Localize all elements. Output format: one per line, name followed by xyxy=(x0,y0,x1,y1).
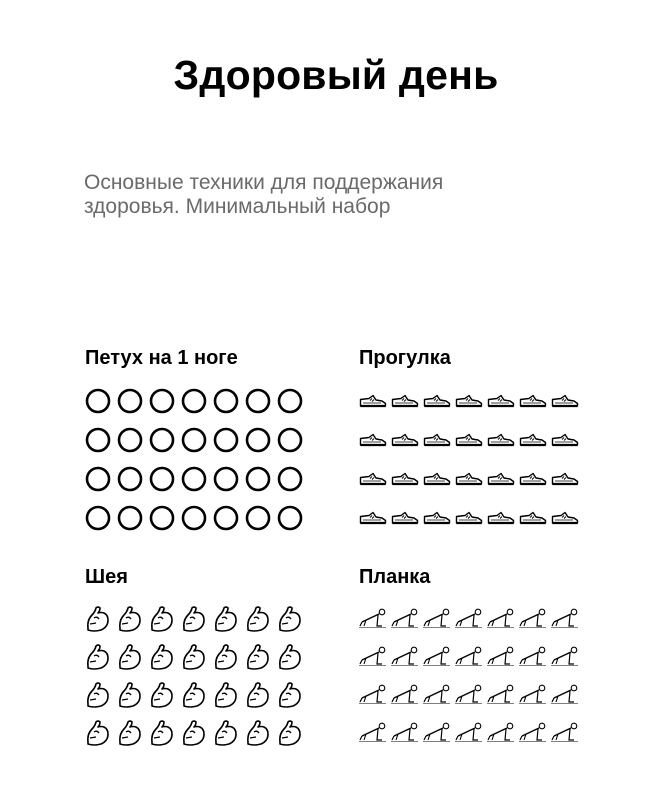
flexed-arm-icon xyxy=(117,714,149,752)
plank-figure-icon xyxy=(519,676,551,714)
sneaker-icon xyxy=(359,498,391,537)
flexed-arm-icon xyxy=(181,638,213,676)
flexed-arm-icon xyxy=(85,600,117,638)
plank-figure-icon xyxy=(423,676,455,714)
plank-figure-icon xyxy=(487,600,519,638)
flexed-arm-icon xyxy=(85,714,117,752)
sneaker-icon xyxy=(455,459,487,498)
flexed-arm-icon xyxy=(245,676,277,714)
flexed-arm-icon xyxy=(245,600,277,638)
plank-figure-icon xyxy=(391,600,423,638)
ring-icon xyxy=(245,420,277,459)
sneaker-icon xyxy=(551,381,583,420)
sneaker-icon xyxy=(391,381,423,420)
ring-icon-grid xyxy=(85,381,325,537)
plank-figure-icon xyxy=(359,638,391,676)
section-plank xyxy=(359,564,599,752)
flexed-arm-icon xyxy=(213,638,245,676)
plank-figure-icon xyxy=(423,600,455,638)
section-walk xyxy=(359,345,599,537)
plank-figure-icon xyxy=(455,714,487,752)
flexed-arm-icon xyxy=(149,638,181,676)
sneaker-icon xyxy=(519,459,551,498)
ring-icon xyxy=(85,381,117,420)
plank-figure-icon xyxy=(359,676,391,714)
flexed-arm-icon xyxy=(117,638,149,676)
ring-icon xyxy=(277,498,309,537)
sneaker-icon xyxy=(519,498,551,537)
sneaker-icon xyxy=(455,498,487,537)
sneaker-icon xyxy=(551,498,583,537)
section-title: Планка xyxy=(359,566,431,588)
flexed-arm-icon xyxy=(181,676,213,714)
sneaker-icon xyxy=(423,420,455,459)
ring-icon xyxy=(149,459,181,498)
sneaker-icon xyxy=(487,381,519,420)
flexed-arm-icon xyxy=(277,714,309,752)
ring-icon xyxy=(85,420,117,459)
sneaker-icon xyxy=(455,381,487,420)
ring-icon xyxy=(85,459,117,498)
ring-icon xyxy=(181,459,213,498)
flexed-arm-icon xyxy=(277,600,309,638)
flexed-arm-icon xyxy=(277,638,309,676)
ring-icon xyxy=(277,381,309,420)
plank-figure-icon xyxy=(455,638,487,676)
plank-figure-icon xyxy=(551,638,583,676)
flexed-arm-icon xyxy=(213,714,245,752)
ring-icon xyxy=(213,381,245,420)
flexed-arm-icon xyxy=(245,714,277,752)
ring-icon xyxy=(85,498,117,537)
plank-figure-icon xyxy=(551,676,583,714)
flexed-arm-icon xyxy=(117,600,149,638)
sneaker-icon xyxy=(423,381,455,420)
ring-icon xyxy=(181,420,213,459)
flexed-arm-icon xyxy=(85,676,117,714)
plank-figure-icon xyxy=(551,714,583,752)
sneaker-icon xyxy=(487,459,519,498)
ring-icon xyxy=(149,420,181,459)
plank-figure-icon xyxy=(391,638,423,676)
plank-figure-icon xyxy=(551,600,583,638)
flexed-arm-icon-grid xyxy=(85,600,325,752)
plank-figure-icon xyxy=(423,714,455,752)
plank-figure-icon xyxy=(519,638,551,676)
sneaker-icon xyxy=(391,459,423,498)
sneaker-icon xyxy=(455,420,487,459)
ring-icon xyxy=(181,498,213,537)
ring-icon xyxy=(181,381,213,420)
plank-figure-icon-grid xyxy=(359,600,599,752)
sneaker-icon-grid xyxy=(359,381,599,537)
ring-icon xyxy=(245,498,277,537)
sneaker-icon xyxy=(551,459,583,498)
plank-figure-icon xyxy=(391,676,423,714)
flexed-arm-icon xyxy=(277,676,309,714)
plank-figure-icon xyxy=(423,638,455,676)
section-title: Шея xyxy=(85,566,128,588)
ring-icon xyxy=(117,420,149,459)
sneaker-icon xyxy=(391,420,423,459)
sneaker-icon xyxy=(519,381,551,420)
ring-icon xyxy=(245,459,277,498)
sneaker-icon xyxy=(519,420,551,459)
flexed-arm-icon xyxy=(149,676,181,714)
ring-icon xyxy=(277,420,309,459)
flexed-arm-icon xyxy=(245,638,277,676)
page-title: Здоровый день xyxy=(173,52,499,98)
sneaker-icon xyxy=(423,498,455,537)
flexed-arm-icon xyxy=(213,676,245,714)
ring-icon xyxy=(213,459,245,498)
plank-figure-icon xyxy=(455,600,487,638)
sneaker-icon xyxy=(359,420,391,459)
sneaker-icon xyxy=(487,420,519,459)
plank-figure-icon xyxy=(359,600,391,638)
ring-icon xyxy=(277,459,309,498)
sneaker-icon xyxy=(359,459,391,498)
ring-icon xyxy=(213,420,245,459)
plank-figure-icon xyxy=(487,714,519,752)
plank-figure-icon xyxy=(487,638,519,676)
ring-icon xyxy=(245,381,277,420)
sneaker-icon xyxy=(423,459,455,498)
plank-figure-icon xyxy=(455,676,487,714)
ring-icon xyxy=(149,498,181,537)
flexed-arm-icon xyxy=(117,676,149,714)
plank-figure-icon xyxy=(519,600,551,638)
flexed-arm-icon xyxy=(149,600,181,638)
flexed-arm-icon xyxy=(213,600,245,638)
sneaker-icon xyxy=(359,381,391,420)
plank-figure-icon xyxy=(391,714,423,752)
section-rooster-one-leg xyxy=(85,345,325,537)
sneaker-icon xyxy=(487,498,519,537)
flexed-arm-icon xyxy=(149,714,181,752)
sneaker-icon xyxy=(551,420,583,459)
ring-icon xyxy=(117,459,149,498)
section-title: Прогулка xyxy=(359,347,451,369)
sneaker-icon xyxy=(391,498,423,537)
ring-icon xyxy=(117,498,149,537)
ring-icon xyxy=(117,381,149,420)
ring-icon xyxy=(149,381,181,420)
flexed-arm-icon xyxy=(181,714,213,752)
flexed-arm-icon xyxy=(85,638,117,676)
section-title: Петух на 1 ноге xyxy=(85,347,238,369)
plank-figure-icon xyxy=(487,676,519,714)
plank-figure-icon xyxy=(359,714,391,752)
section-neck xyxy=(85,564,325,752)
plank-figure-icon xyxy=(519,714,551,752)
page-subtitle: Основные техники для поддержания здоровья. Минимальный набор xyxy=(84,171,444,218)
ring-icon xyxy=(213,498,245,537)
flexed-arm-icon xyxy=(181,600,213,638)
